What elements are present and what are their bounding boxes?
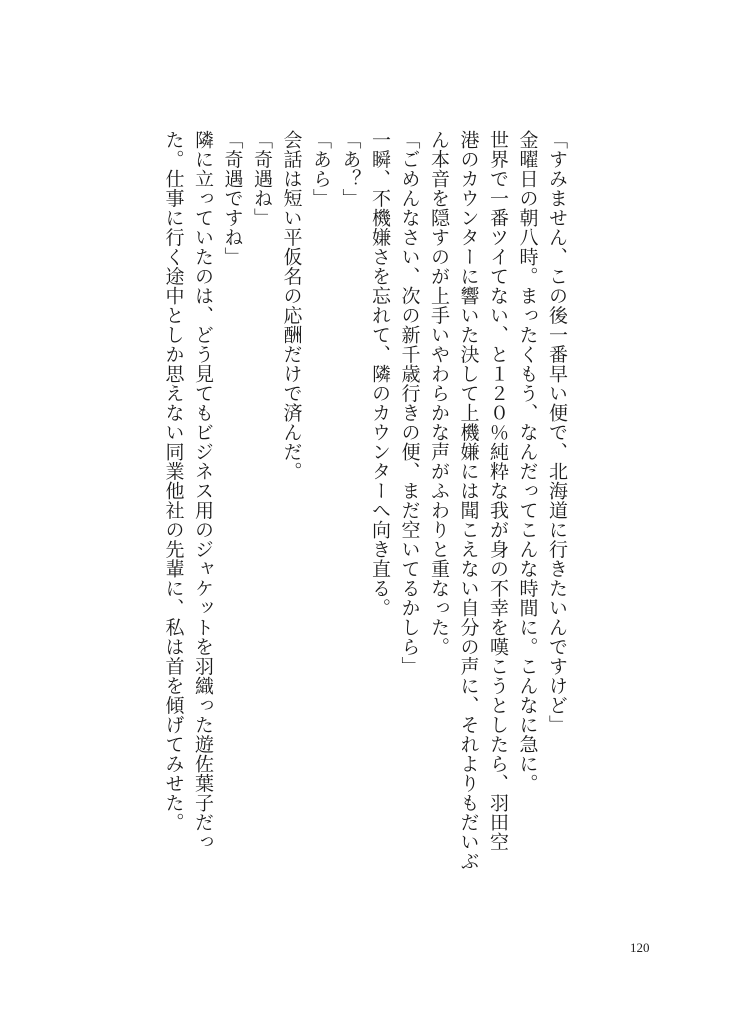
text-line: 港のカウンターに響いた決して上機嫌には聞こえない自分の声に、それよりもだいぶ <box>457 130 480 871</box>
text-line: 「ごめんなさい、次の新千歳行きの便、まだ空いてるかしら」 <box>398 130 421 676</box>
text-line: 「奇遇ですね」 <box>221 130 244 267</box>
text-line: 金曜日の朝八時。まったくもう、なんだってこんな時間に。こんなに急に。 <box>516 130 539 793</box>
text-line: 一瞬、不機嫌さを忘れて、隣のカウンターへ向き直る。 <box>369 130 391 618</box>
body-text <box>158 130 571 910</box>
text-line: 「あ？」 <box>339 130 362 208</box>
text-line: 「あら」 <box>310 130 332 208</box>
text-line: た。仕事に行く途中としか思えない同業他社の先輩に、私は首を傾げてみせた。 <box>162 130 185 832</box>
text-line: 会話は短い平仮名の応酬だけで済んだ。 <box>280 130 303 481</box>
text-line: 隣に立っていたのは、どう見てもビジネス用のジャケットを羽織った遊佐葉子だっ <box>192 130 214 852</box>
text-line: 「すみません、この後一番早い便で、北海道に行きたいんですけど」 <box>546 130 568 735</box>
text-line: 「奇遇ね」 <box>251 130 273 228</box>
text-line: 世界で一番ツイてない、と１２０％純粋な我が身の不幸を嘆こうとしたら、羽田空 <box>487 130 509 852</box>
text-line: ん本音を隠すのが上手いやわらかな声がふわりと重なった。 <box>428 130 450 657</box>
page-number: 120 <box>630 940 650 955</box>
